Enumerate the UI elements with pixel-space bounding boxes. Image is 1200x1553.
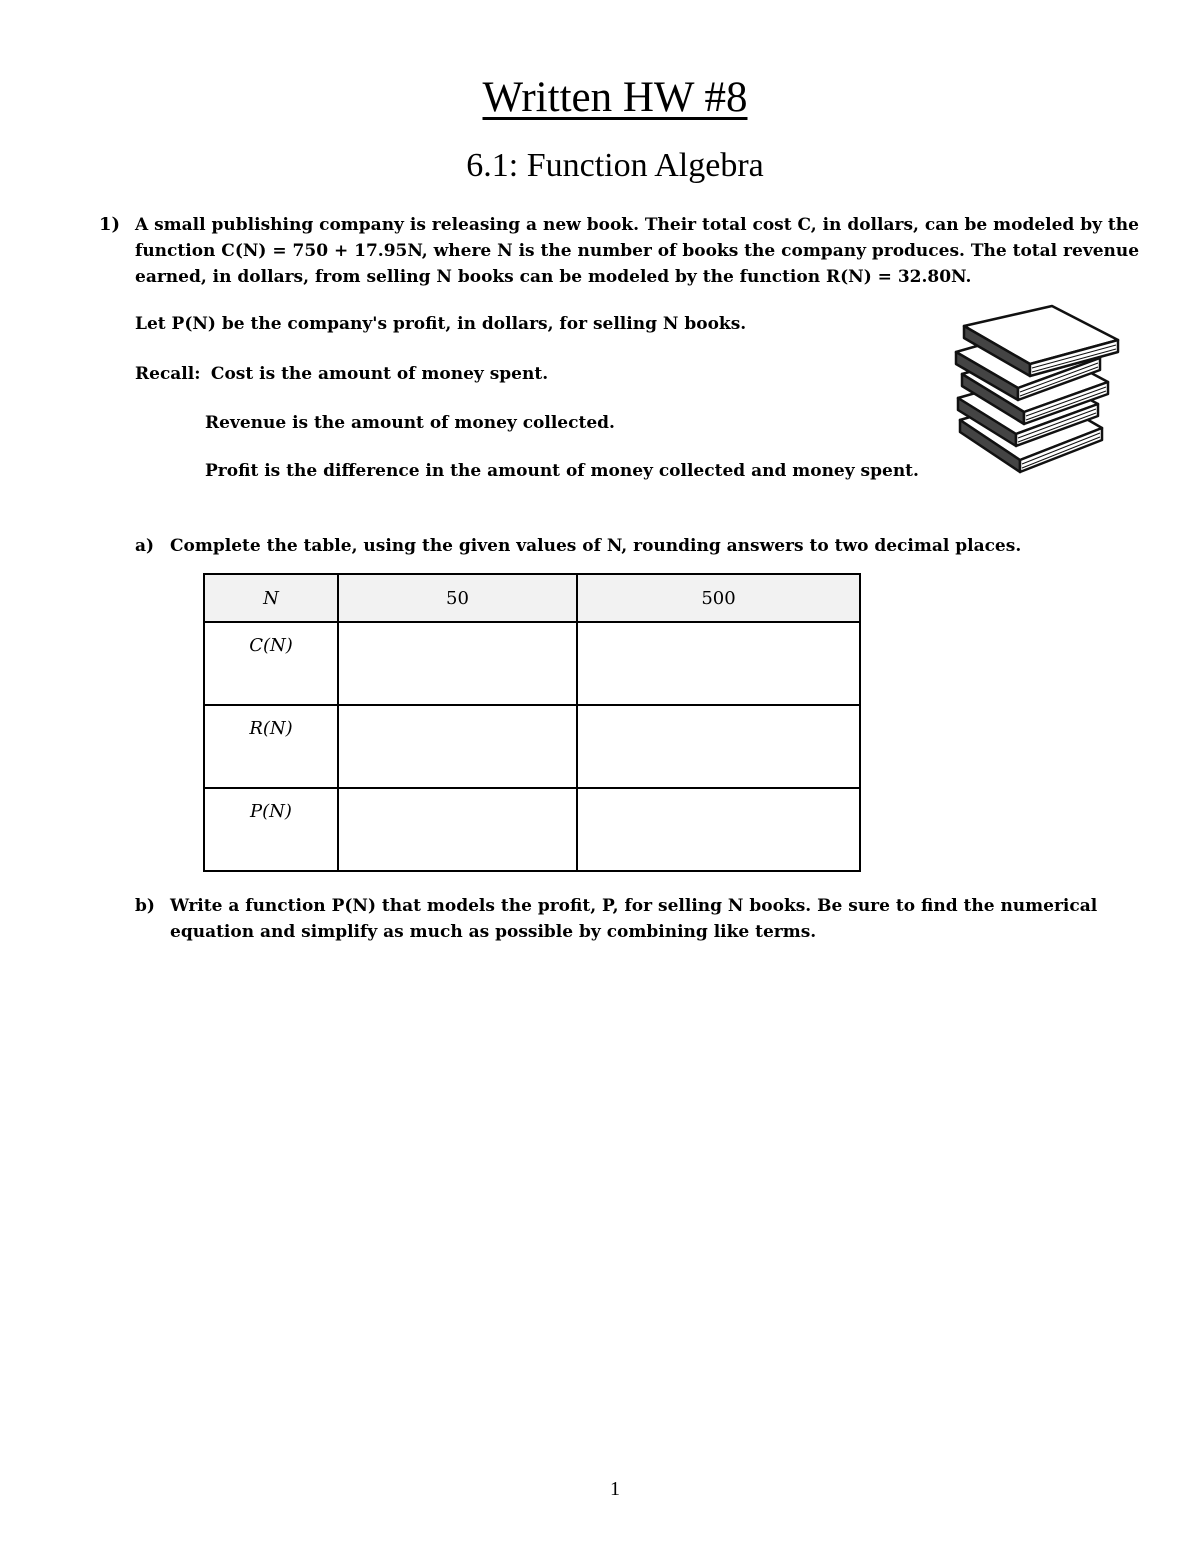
table-header-50: 50 bbox=[338, 574, 577, 622]
recall-revenue: Revenue is the amount of money collected. bbox=[205, 413, 615, 433]
table-row bbox=[204, 788, 860, 871]
answer-cell[interactable] bbox=[338, 705, 577, 788]
table-row bbox=[204, 622, 860, 705]
page-number: 1 bbox=[610, 1478, 620, 1500]
row-label-cost: C(N) bbox=[204, 622, 338, 705]
table-row bbox=[204, 705, 860, 788]
question-number: 1) bbox=[99, 214, 121, 235]
section-subtitle: 6.1: Function Algebra bbox=[466, 147, 764, 184]
question-intro bbox=[135, 212, 1140, 290]
part-a bbox=[135, 533, 1021, 559]
part-a-text: Complete the table, using the given values of N, rounding answers to two decimal places. bbox=[170, 536, 1022, 556]
recall-label: Recall: bbox=[135, 364, 201, 384]
answer-cell[interactable] bbox=[577, 705, 860, 788]
recall-cost bbox=[135, 361, 548, 387]
row-label-profit: P(N) bbox=[204, 788, 338, 871]
part-b bbox=[135, 893, 1098, 945]
part-b-label: b) bbox=[135, 896, 155, 916]
answer-cell[interactable] bbox=[338, 622, 577, 705]
answer-cell[interactable] bbox=[338, 788, 577, 871]
intro-line-3: earned, in dollars, from selling N books can be modeled by the function R(N) = 32.80N. bbox=[135, 267, 972, 287]
answer-cell[interactable] bbox=[577, 788, 860, 871]
intro-line-2: function C(N) = 750 + 17.95N, where N is the number of books the company produces. The total revenue bbox=[135, 241, 1140, 261]
table-header-row bbox=[204, 574, 860, 622]
part-b-text-1: Write a function P(N) that models the profit, P, for selling N books. Be sure to find the numerical bbox=[170, 896, 1098, 916]
book-stack-icon bbox=[950, 300, 1125, 475]
table-header-500: 500 bbox=[577, 574, 860, 622]
part-b-line-2: equation and simplify as much as possible by combining like terms. bbox=[170, 922, 817, 942]
intro-line-1: A small publishing company is releasing a new book. Their total cost C, in dollars, can be modeled by the bbox=[135, 215, 1139, 235]
recall-cost-text: Cost is the amount of money spent. bbox=[210, 364, 549, 384]
table-header-n: N bbox=[204, 574, 338, 622]
row-label-revenue: R(N) bbox=[204, 705, 338, 788]
answer-cell[interactable] bbox=[577, 622, 860, 705]
answer-table bbox=[203, 573, 861, 872]
recall-profit: Profit is the difference in the amount of money collected and money spent. bbox=[205, 461, 919, 481]
part-b-line-1 bbox=[135, 893, 1098, 919]
let-statement: Let P(N) be the company's profit, in dollars, for selling N books. bbox=[135, 314, 747, 334]
part-a-label: a) bbox=[135, 536, 155, 556]
page-title: Written HW #8 bbox=[482, 74, 748, 121]
